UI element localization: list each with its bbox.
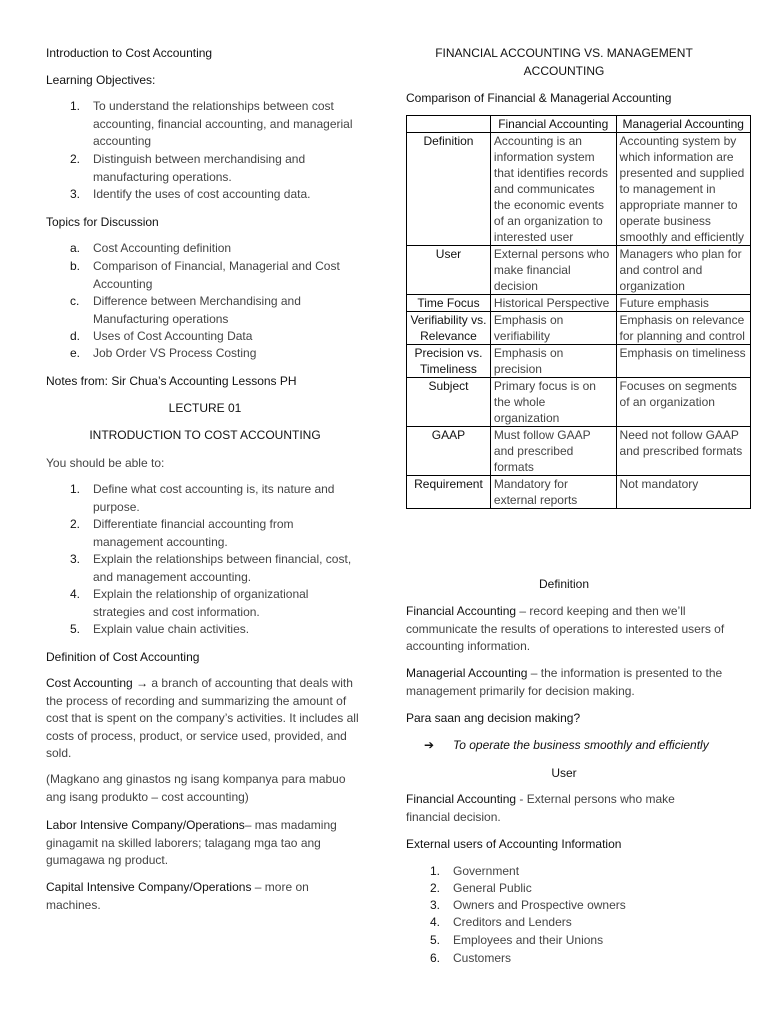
- list-item: Differentiate financial accounting from management accounting.: [93, 517, 294, 549]
- definition-heading: Definition of Cost Accounting: [46, 650, 200, 664]
- table-row: [407, 312, 751, 345]
- list-number: e.: [70, 346, 81, 360]
- list-number: 5.: [430, 933, 441, 947]
- external-users-heading: External users of Accounting Information: [406, 837, 622, 851]
- list-number: 3.: [430, 898, 441, 912]
- list-number: d.: [70, 329, 81, 343]
- list-number: 2.: [70, 152, 81, 166]
- list-number: 5.: [70, 622, 81, 636]
- table-row: [407, 246, 751, 295]
- lecture-title: INTRODUCTION TO COST ACCOUNTING: [89, 428, 321, 442]
- operate-statement: To operate the business smoothly and efficiently: [453, 738, 709, 752]
- row-label: Time Focus: [407, 295, 491, 312]
- intro-title: Introduction to Cost Accounting: [46, 46, 213, 60]
- list-number: 2.: [430, 881, 441, 895]
- list-item: Creditors and Lenders: [453, 915, 572, 929]
- arrow-icon: →: [136, 676, 149, 690]
- table-header-row: [407, 116, 751, 133]
- table-row: [407, 378, 751, 427]
- notes-from: Notes from: Sir Chua’s Accounting Lessons PH: [46, 374, 297, 388]
- financial-cell: Must follow GAAP and prescribed formats: [490, 427, 616, 476]
- table-row: [407, 476, 751, 509]
- list-number: 3.: [70, 187, 81, 201]
- list-item: Employees and their Unions: [453, 933, 604, 947]
- capital-intensive-definition: – more on machines.: [46, 880, 309, 912]
- list-item: Identify the uses of cost accounting data.: [93, 187, 311, 201]
- page-title-line-2: ACCOUNTING: [523, 64, 605, 78]
- list-number: 1.: [430, 864, 441, 878]
- row-label: Precision vs. Timeliness: [407, 345, 491, 378]
- managerial-cell: Need not follow GAAP and prescribed formats: [616, 427, 750, 476]
- managerial-cell: Emphasis on relevance for planning and control: [616, 312, 750, 345]
- financial-accounting-definition: – record keeping and then we’ll communicate the results of operations to interested users of accounting information.: [406, 604, 725, 653]
- comparison-heading: Comparison of Financial & Managerial Accounting: [406, 91, 672, 105]
- cost-accounting-paragraph: [46, 675, 364, 763]
- list-item: To understand the relationships between cost accounting, financial accounting, and managerial accounting: [93, 99, 353, 148]
- list-number: 3.: [70, 552, 81, 566]
- labor-intensive-paragraph: [46, 817, 356, 870]
- row-label: Definition: [407, 133, 491, 246]
- table-header-cell: Managerial Accounting: [616, 116, 750, 133]
- definition-heading: Definition: [538, 577, 590, 591]
- list-number: b.: [70, 259, 81, 273]
- row-label: Subject: [407, 378, 491, 427]
- tagalog-note: (Magkano ang ginastos ng isang kompanya para mabuo ang isang produkto – cost accounting): [46, 772, 346, 804]
- list-item: Explain value chain activities.: [93, 622, 250, 636]
- row-label: Requirement: [407, 476, 491, 509]
- list-item: Uses of Cost Accounting Data: [93, 329, 253, 343]
- financial-user-term: Financial Accounting: [406, 792, 517, 806]
- managerial-cell: Future emphasis: [616, 295, 750, 312]
- managerial-cell: Emphasis on timeliness: [616, 345, 750, 378]
- financial-user-paragraph: [406, 791, 696, 826]
- cost-accounting-definition: a branch of accounting that deals with the process of recording and summarizing the amount of cost that is spent on the company’s activities. It includes all costs of process, product, or service used, provided, and sold.: [46, 676, 359, 760]
- decision-making-question: Para saan ang decision making?: [406, 711, 581, 725]
- financial-cell: Accounting is an information system that identifies records and communicates the economic events of an organization to interested user: [490, 133, 616, 246]
- row-label: User: [407, 246, 491, 295]
- list-item: Explain the relationships between financial, cost, and management accounting.: [93, 552, 352, 584]
- labor-intensive-term: Labor Intensive Company/Operations: [46, 818, 245, 832]
- managerial-accounting-term: Managerial Accounting: [406, 666, 528, 680]
- list-item: Job Order VS Process Costing: [93, 346, 257, 360]
- list-item: General Public: [453, 881, 532, 895]
- list-item: Explain the relationship of organizational strategies and cost information.: [93, 587, 309, 619]
- row-label: Verifiability vs. Relevance: [407, 312, 491, 345]
- list-item: Difference between Merchandising and Manufacturing operations: [93, 294, 301, 326]
- financial-cell: Emphasis on precision: [490, 345, 616, 378]
- list-number: 6.: [430, 951, 441, 965]
- labor-intensive-definition: – mas madaming ginagamit na skilled laborers; talagang mga tao ang gumagawa ng product.: [46, 818, 337, 867]
- able-to-text: You should be able to:: [46, 456, 165, 470]
- list-item: Customers: [453, 951, 512, 965]
- financial-user-definition: - External persons who make financial decision.: [406, 792, 675, 824]
- managerial-cell: Not mandatory: [616, 476, 750, 509]
- page-title-line-1: FINANCIAL ACCOUNTING VS. MANAGEMENT: [435, 46, 693, 60]
- list-item: Distinguish between merchandising and manufacturing operations.: [93, 152, 306, 184]
- comparison-table: [406, 115, 751, 509]
- lecture-number: LECTURE 01: [168, 401, 242, 415]
- list-number: 2.: [70, 517, 81, 531]
- list-number: c.: [70, 294, 80, 308]
- list-item: Government: [453, 864, 520, 878]
- list-item: Define what cost accounting is, its nature and purpose.: [93, 482, 335, 514]
- financial-cell: Emphasis on verifiability: [490, 312, 616, 345]
- row-label: GAAP: [407, 427, 491, 476]
- managerial-cell: Focuses on segments of an organization: [616, 378, 750, 427]
- list-item: Cost Accounting definition: [93, 241, 232, 255]
- list-number: 1.: [70, 99, 81, 113]
- financial-accounting-paragraph: [406, 603, 726, 656]
- list-number: 4.: [70, 587, 81, 601]
- managerial-accounting-paragraph: [406, 665, 726, 700]
- list-number: a.: [70, 241, 81, 255]
- capital-intensive-paragraph: [46, 879, 356, 914]
- financial-cell: Mandatory for external reports: [490, 476, 616, 509]
- managerial-cell: Accounting system by which information are presented and supplied to management in appropriate manner to operate business smoothly and efficiently: [616, 133, 750, 246]
- arrow-icon: ➔: [424, 738, 435, 752]
- table-row: [407, 295, 751, 312]
- topics-heading: Topics for Discussion: [46, 215, 159, 229]
- managerial-cell: Managers who plan for and control and organization: [616, 246, 750, 295]
- learning-objectives-heading: Learning Objectives:: [46, 73, 156, 87]
- financial-cell: Primary focus is on the whole organization: [490, 378, 616, 427]
- financial-cell: External persons who make financial decision: [490, 246, 616, 295]
- cost-accounting-term: Cost Accounting: [46, 676, 133, 690]
- capital-intensive-term: Capital Intensive Company/Operations: [46, 880, 252, 894]
- list-item: Comparison of Financial, Managerial and Cost Accounting: [93, 259, 340, 291]
- table-header-cell: Financial Accounting: [490, 116, 616, 133]
- financial-cell: Historical Perspective: [490, 295, 616, 312]
- table-row: [407, 427, 751, 476]
- list-item: Owners and Prospective owners: [453, 898, 626, 912]
- table-header-cell: [407, 116, 491, 133]
- user-heading: User: [551, 766, 577, 780]
- managerial-accounting-definition: – the information is presented to the management primarily for decision making.: [406, 666, 723, 698]
- list-number: 4.: [430, 915, 441, 929]
- list-number: 1.: [70, 482, 81, 496]
- table-row: [407, 345, 751, 378]
- table-row: [407, 133, 751, 246]
- financial-accounting-term: Financial Accounting: [406, 604, 517, 618]
